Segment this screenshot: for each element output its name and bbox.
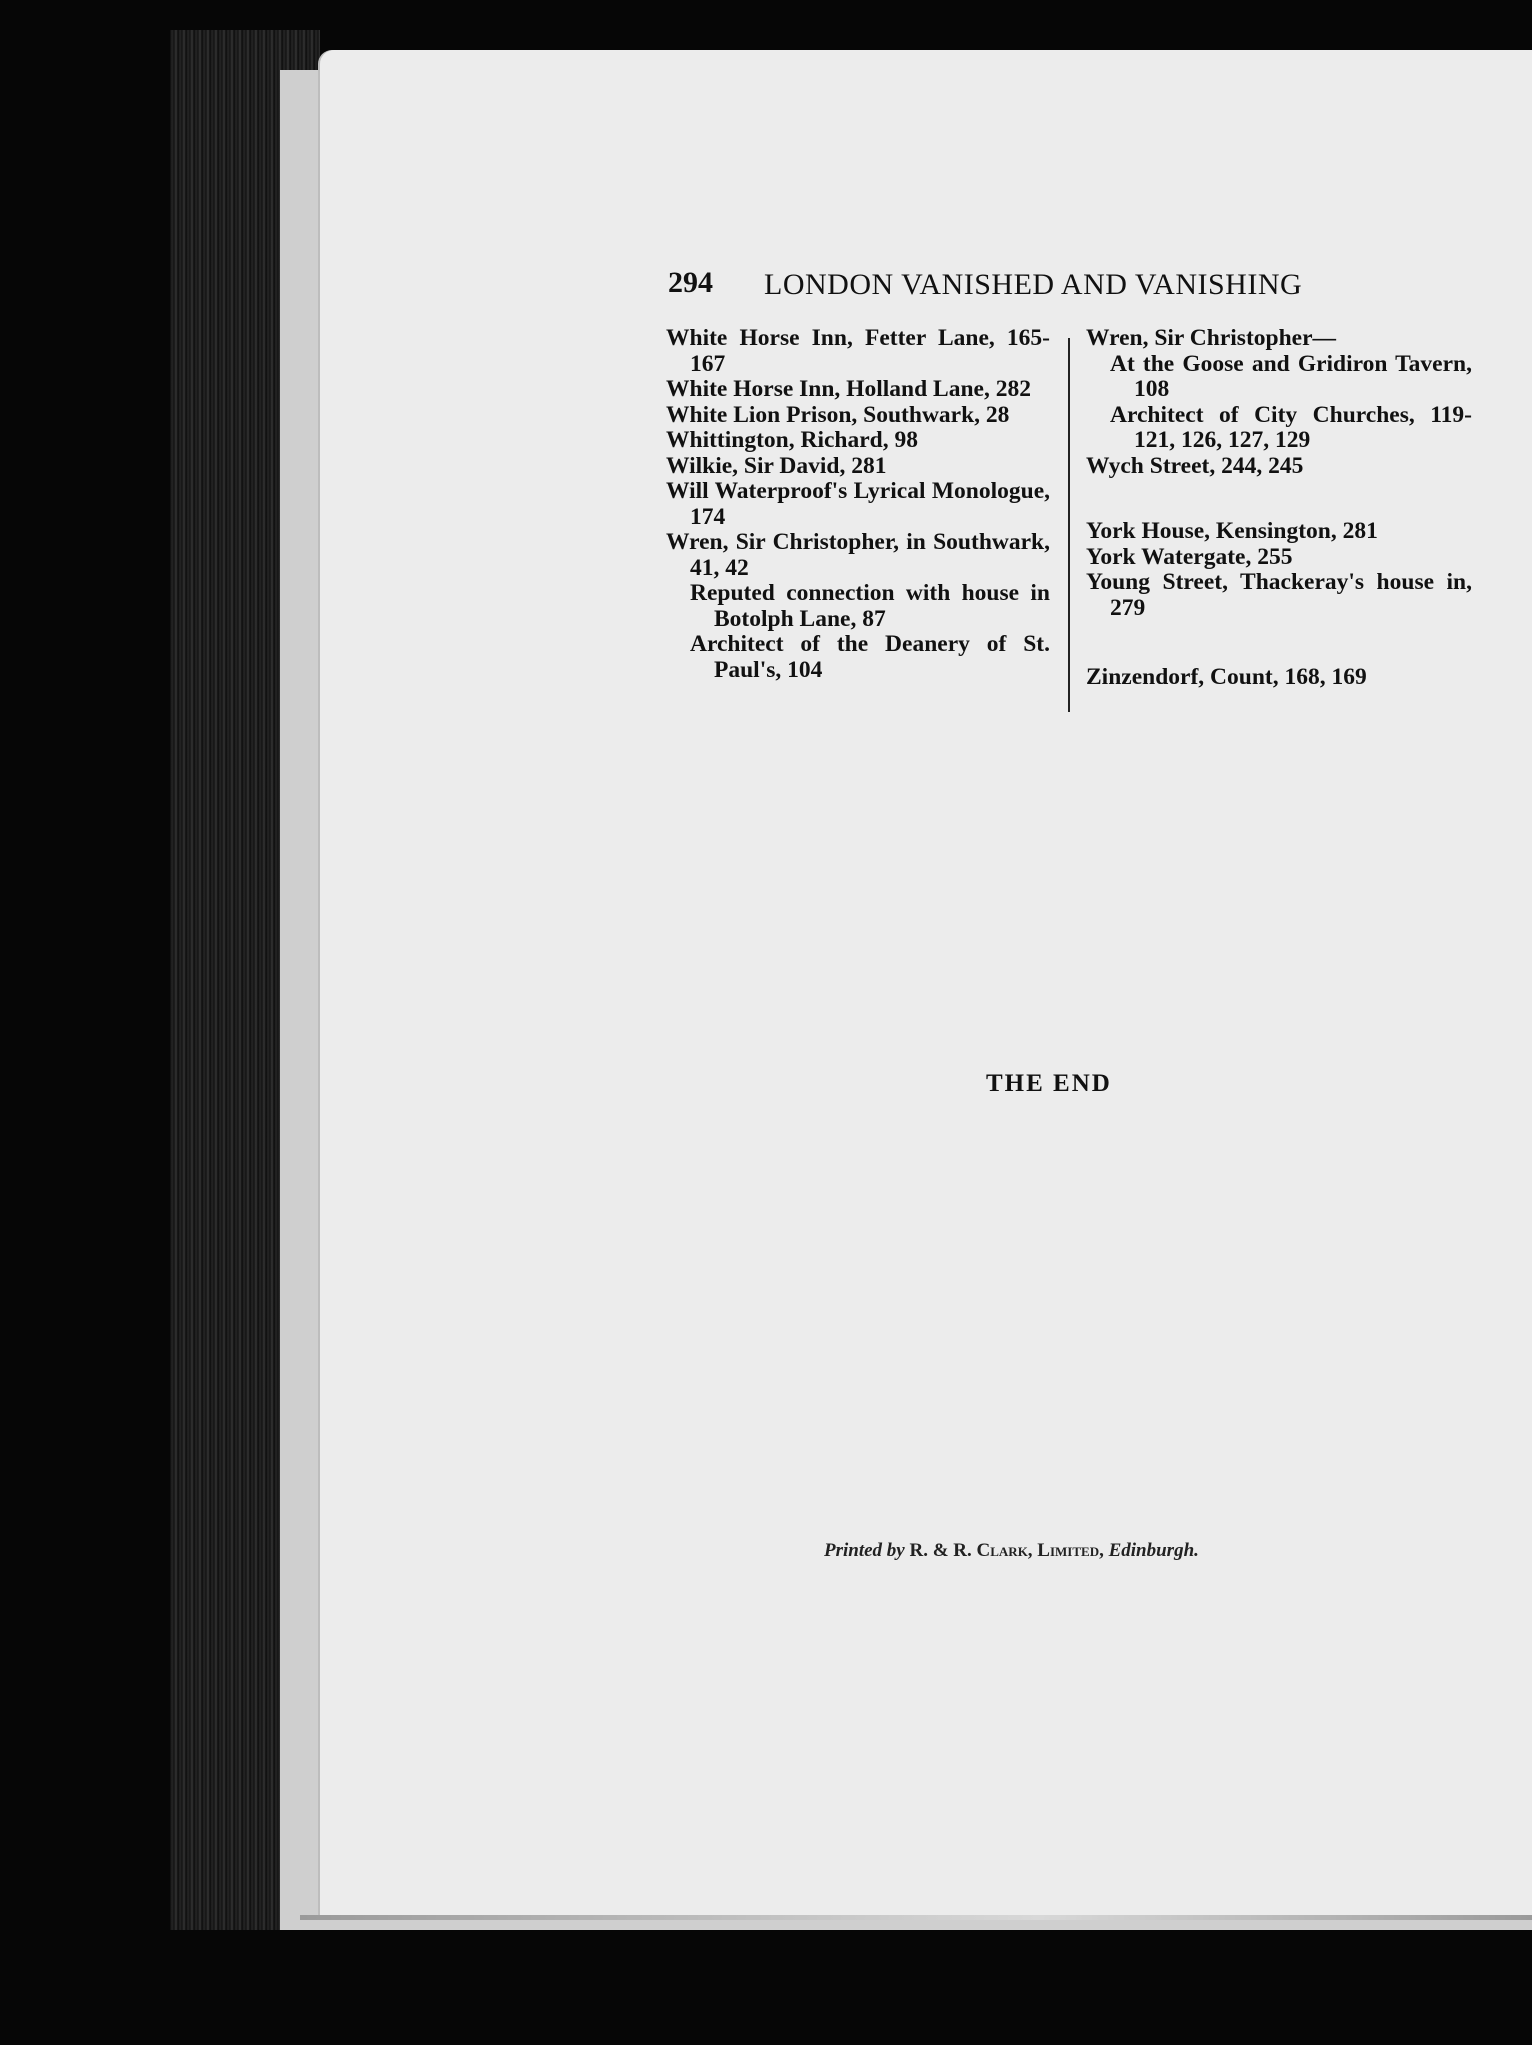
letter-gap [1086,621,1472,665]
index-column-right [1086,326,1472,691]
imprint-place: Edinburgh. [1108,1540,1199,1561]
index-entry: White Horse Inn, Fetter Lane, 165-167 [666,325,1050,377]
page-header [668,266,1388,310]
index-entry: York Watergate, 255 [1086,543,1293,570]
letter-gap [1086,479,1472,519]
index-entry: Wilkie, Sir David, 281 [666,452,887,479]
printer-imprint [824,1540,1199,1562]
index-entry: Wren, Sir Christopher— [1086,325,1337,351]
index-entry: Whittington, Richard, 98 [666,427,918,453]
index-entry: York House, Kensington, 281 [1086,518,1378,544]
page-bottom-edge [300,1915,1532,1920]
the-end-heading: THE END [986,1070,1112,1097]
index-subentry: Architect of City Churches, 119-121, 126, 127, 129 [1110,401,1472,453]
index-entry: White Lion Prison, Southwark, 28 [666,401,1010,428]
index-subentry: At the Goose and Gridiron Tavern, 108 [1110,350,1472,402]
index-subentry: Reputed connection with house in Botolph Lane, 87 [690,580,1050,632]
page-number: 294 [668,266,713,299]
imprint-printed-by: Printed by [824,1540,905,1561]
index-entry: Wren, Sir Christopher, in Southwark, 41, 42 [666,529,1050,581]
index-entry: Will Waterproof's Lyrical Monologue, 174 [666,478,1050,530]
index-column-left [666,326,1050,683]
index-entry: White Horse Inn, Holland Lane, 282 [666,376,1031,402]
index-entry: Wych Street, 244, 245 [1086,452,1304,479]
running-title: LONDON VANISHED AND VANISHING [764,268,1303,301]
imprint-printer: R. & R. Clark, Limited, [909,1540,1104,1561]
index-subentry: Architect of the Deanery of St. Paul's, 104 [690,631,1050,683]
index-entry: Young Street, Thackeray's house in, 279 [1086,569,1472,621]
index-entry: Zinzendorf, Count, 168, 169 [1086,664,1367,690]
column-divider [1068,338,1070,712]
